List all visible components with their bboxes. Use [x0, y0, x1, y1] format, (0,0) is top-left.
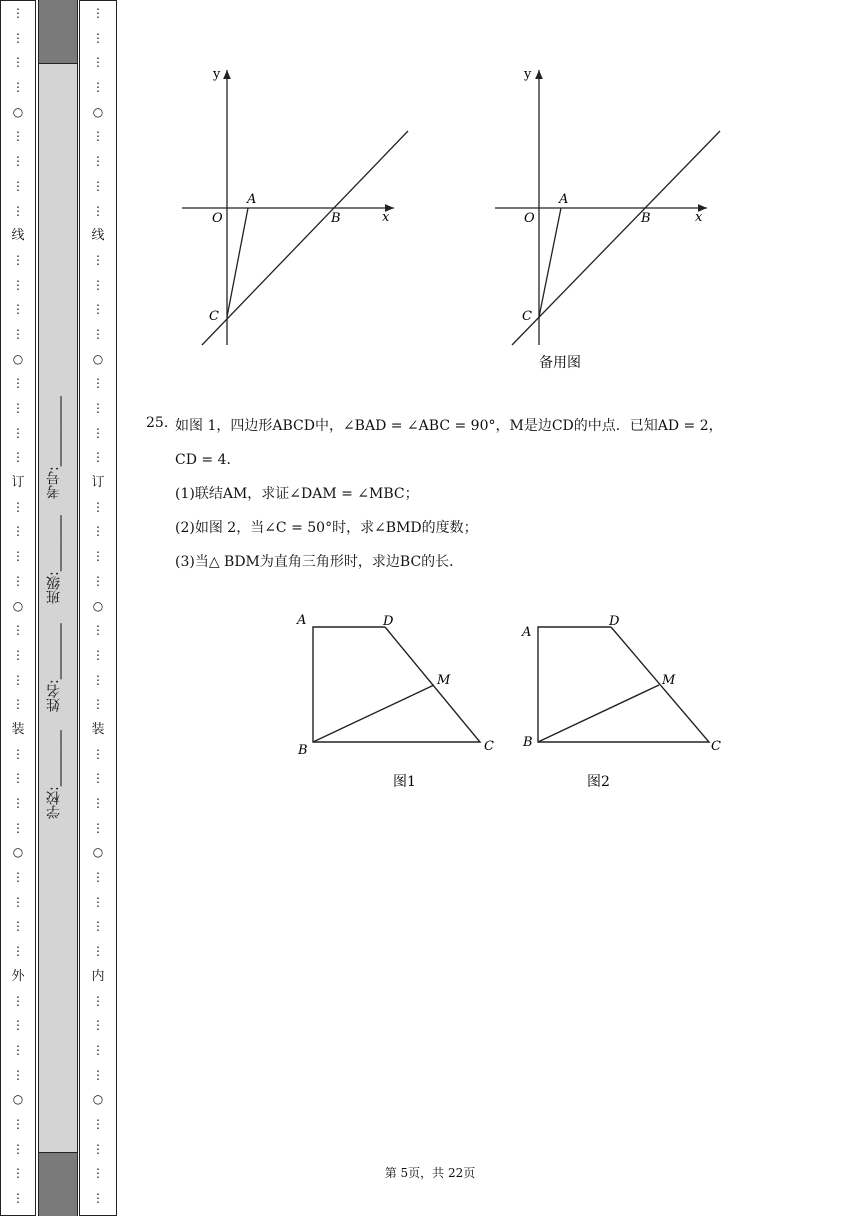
point-d-label: D [609, 614, 620, 629]
outer-dot-mark: ⋮ [12, 623, 24, 638]
point-b-label: B [523, 735, 533, 750]
outer-circle-mark: ○ [12, 351, 24, 366]
inner-label-char: 装 [91, 721, 105, 737]
inner-dot-mark: ⋮ [92, 672, 104, 687]
outer-dot-mark: ⋮ [12, 154, 24, 169]
inner-circle-mark: ○ [92, 351, 104, 366]
outer-dot-mark: ⋮ [12, 870, 24, 885]
outer-label-char: 装 [11, 721, 25, 737]
inner-dot-mark: ⋮ [92, 376, 104, 391]
inner-dot-mark: ⋮ [92, 1191, 104, 1205]
outer-dot-mark: ⋮ [12, 771, 24, 786]
inner-dot-mark: ⋮ [92, 647, 104, 662]
inner-dot-mark: ⋮ [92, 944, 104, 959]
question-part-3: (3)当△ BDM为直角三角形时，求边BC的长． [175, 554, 464, 570]
point-b-label: B [331, 211, 341, 226]
point-a-label: A [297, 613, 307, 628]
inner-dot-mark: ⋮ [92, 326, 104, 341]
outer-dot-mark: ⋮ [12, 573, 24, 588]
outer-circle-mark: ○ [12, 104, 24, 119]
outer-label-char: 线 [11, 228, 25, 244]
outer-dot-mark: ⋮ [12, 425, 24, 440]
inner-dot-mark: ⋮ [92, 746, 104, 761]
inner-circle-mark: ○ [92, 845, 104, 860]
inner-dot-mark: ⋮ [92, 1116, 104, 1131]
outer-dot-mark: ⋮ [12, 647, 24, 662]
inner-dot-mark: ⋮ [92, 499, 104, 514]
outer-dot-mark: ⋮ [12, 746, 24, 761]
inner-dot-mark: ⋮ [92, 1141, 104, 1156]
outer-dot-mark: ⋮ [12, 499, 24, 514]
inner-dot-mark: ⋮ [92, 178, 104, 193]
outer-dot-mark: ⋮ [12, 894, 24, 909]
x-axis-label: x [695, 210, 703, 225]
inner-dot-mark: ⋮ [92, 820, 104, 835]
inner-dot-mark: ⋮ [92, 277, 104, 292]
point-c-label: C [484, 739, 494, 754]
question-stem-line1: 如图 1，四边形ABCD中，∠BAD = ∠ABC = 90°，M是边CD的中点．已知AD = 2， [175, 418, 723, 434]
backup-figure-caption: 备用图 [539, 355, 581, 371]
outer-dot-mark: ⋮ [12, 178, 24, 193]
inner-label-char: 线 [91, 228, 105, 244]
outer-dot-mark: ⋮ [12, 993, 24, 1008]
outer-dot-mark: ⋮ [12, 820, 24, 835]
exam-number-field: 考号:__________ [46, 396, 62, 499]
outer-dot-mark: ⋮ [12, 30, 24, 45]
x-axis-label: x [382, 210, 390, 225]
coordinate-figure-left [182, 67, 408, 345]
inner-dot-mark: ⋮ [92, 1042, 104, 1057]
inner-dot-mark: ⋮ [92, 302, 104, 317]
outer-label-char: 订 [11, 475, 25, 491]
y-axis-label: y [524, 67, 532, 82]
inner-dot-mark: ⋮ [92, 1067, 104, 1082]
outer-circle-mark: ○ [12, 598, 24, 613]
inner-dot-mark: ⋮ [92, 30, 104, 45]
page-footer: 第 5页，共 22页 [384, 1166, 476, 1180]
inner-dot-mark: ⋮ [92, 401, 104, 415]
question-part-1: (1)联结AM，求证∠DAM = ∠MBC； [175, 486, 419, 502]
outer-dot-mark: ⋮ [12, 55, 24, 70]
outer-dot-mark: ⋮ [12, 1042, 24, 1057]
inner-dot-mark: ⋮ [92, 80, 104, 95]
figure-1 [296, 613, 494, 790]
inner-dot-mark: ⋮ [92, 252, 104, 267]
question-stem-line2: CD = 4． [175, 452, 241, 468]
point-o-label: O [212, 211, 223, 226]
inner-dot-mark: ⋮ [92, 796, 104, 810]
inner-dot-mark: ⋮ [92, 524, 104, 539]
outer-dot-mark: ⋮ [12, 376, 24, 391]
outer-dot-mark: ⋮ [12, 697, 24, 712]
top-figures [0, 0, 860, 400]
point-d-label: D [383, 614, 394, 629]
point-c-label: C [711, 739, 721, 754]
outer-dot-mark: ⋮ [12, 326, 24, 341]
point-m-label: M [437, 673, 451, 688]
point-o-label: O [524, 211, 535, 226]
point-m-label: M [662, 673, 676, 688]
outer-label-char: 外 [11, 968, 25, 984]
inner-circle-mark: ○ [92, 1092, 104, 1107]
inner-dot-mark: ⋮ [92, 549, 104, 564]
inner-dot-mark: ⋮ [92, 573, 104, 588]
inner-dot-mark: ⋮ [92, 425, 104, 440]
outer-dot-mark: ⋮ [12, 796, 24, 810]
inner-label-char: 内 [91, 968, 105, 984]
figure-2 [521, 614, 721, 790]
outer-dot-mark: ⋮ [12, 1191, 24, 1205]
point-b-label: B [298, 743, 308, 758]
inner-dot-mark: ⋮ [92, 129, 104, 144]
inner-dot-mark: ⋮ [92, 6, 104, 20]
school-field: 学校:________ [46, 730, 62, 820]
inner-dot-mark: ⋮ [92, 55, 104, 70]
outer-dot-mark: ⋮ [12, 80, 24, 95]
outer-circle-mark: ○ [12, 845, 24, 860]
point-c-label: C [209, 309, 219, 324]
point-a-label: A [247, 192, 257, 207]
outer-dot-mark: ⋮ [12, 252, 24, 267]
outer-dot-mark: ⋮ [12, 129, 24, 144]
coordinate-figure-right [495, 67, 720, 371]
inner-dot-mark: ⋮ [92, 894, 104, 909]
inner-dot-mark: ⋮ [92, 1166, 104, 1181]
outer-dot-mark: ⋮ [12, 203, 24, 218]
outer-dot-mark: ⋮ [12, 6, 24, 20]
outer-dot-mark: ⋮ [12, 401, 24, 415]
inner-dot-mark: ⋮ [92, 993, 104, 1008]
inner-dot-mark: ⋮ [92, 623, 104, 638]
inner-label-char: 订 [91, 475, 105, 491]
inner-circle-mark: ○ [92, 598, 104, 613]
question-part-2: (2)如图 2，当∠C = 50°时，求∠BMD的度数； [175, 520, 478, 536]
outer-dot-mark: ⋮ [12, 549, 24, 564]
y-axis-label: y [213, 67, 221, 82]
figure-2-caption: 图2 [587, 774, 610, 790]
inner-dot-mark: ⋮ [92, 919, 104, 934]
outer-dot-mark: ⋮ [12, 919, 24, 934]
inner-dot-mark: ⋮ [92, 870, 104, 885]
outer-dot-mark: ⋮ [12, 1141, 24, 1156]
inner-circle-mark: ○ [92, 104, 104, 119]
outer-dot-mark: ⋮ [12, 1018, 24, 1033]
outer-dot-mark: ⋮ [12, 302, 24, 317]
point-c-label: C [522, 309, 532, 324]
figure-1-caption: 图1 [393, 774, 416, 790]
outer-dot-mark: ⋮ [12, 672, 24, 687]
inner-dot-mark: ⋮ [92, 154, 104, 169]
outer-dot-mark: ⋮ [12, 1067, 24, 1082]
point-b-label: B [641, 211, 651, 226]
outer-dot-mark: ⋮ [12, 277, 24, 292]
point-a-label: A [522, 625, 532, 640]
question-number: 25. [146, 415, 169, 431]
inner-dot-mark: ⋮ [92, 450, 104, 465]
point-a-label: A [559, 192, 569, 207]
outer-dot-mark: ⋮ [12, 450, 24, 465]
bottom-figures [0, 600, 860, 800]
inner-dot-mark: ⋮ [92, 203, 104, 218]
name-field: 姓名:________ [46, 623, 62, 712]
inner-dot-mark: ⋮ [92, 697, 104, 712]
inner-dot-mark: ⋮ [92, 1018, 104, 1033]
outer-dot-mark: ⋮ [12, 1116, 24, 1131]
inner-dot-mark: ⋮ [92, 771, 104, 786]
strip-cap-bottom [39, 1152, 77, 1216]
outer-dot-mark: ⋮ [12, 944, 24, 959]
outer-circle-mark: ○ [12, 1092, 24, 1107]
outer-dot-mark: ⋮ [12, 524, 24, 539]
class-field: 班级:________ [46, 515, 62, 605]
outer-dot-mark: ⋮ [12, 1166, 24, 1181]
